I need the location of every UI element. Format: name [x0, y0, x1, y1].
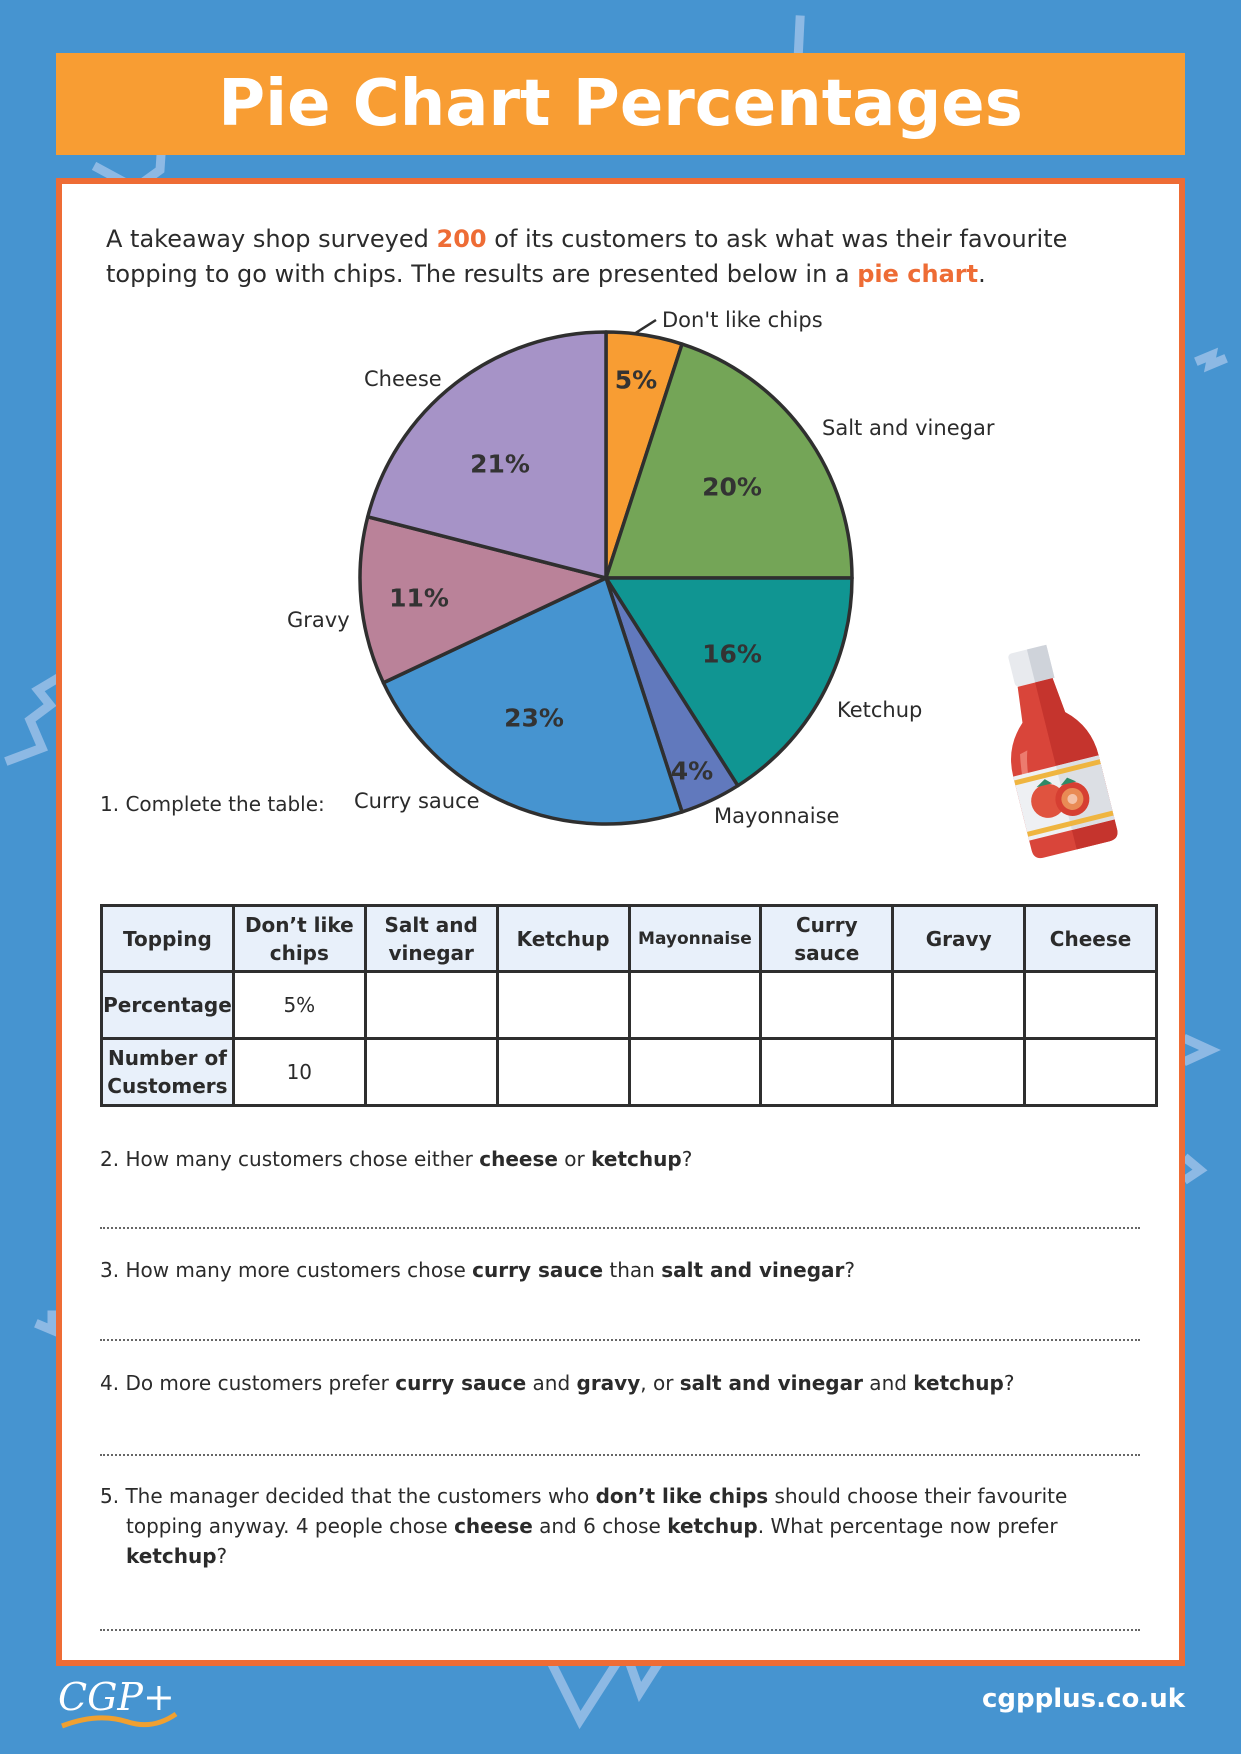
answer-line-5[interactable] — [100, 1629, 1140, 1631]
table-header-cell: Gravy — [893, 906, 1025, 972]
table-cell: 10 — [233, 1039, 365, 1106]
pie-value-ketchup: 16% — [702, 639, 762, 669]
logo-text: CGP+ — [58, 1675, 175, 1719]
q3-bold: salt and vinegar — [661, 1258, 845, 1282]
q5-bold: don’t like chips — [595, 1484, 769, 1508]
pie-value-mayonnaise: 4% — [670, 756, 714, 786]
q3-text: ? — [844, 1258, 856, 1282]
q4-text: 4. Do more customers prefer — [100, 1371, 396, 1395]
table-cell-blank[interactable] — [629, 1039, 761, 1106]
q3-bold: curry sauce — [472, 1258, 604, 1282]
question-1: 1. Complete the table: — [100, 792, 325, 816]
q5-text: 5. The manager decided that the customers who — [100, 1484, 596, 1508]
pie-label-ketchup: Ketchup — [837, 698, 923, 722]
q4-text: and — [526, 1371, 577, 1395]
leader-line — [634, 320, 656, 334]
pie-label-dont-like-chips: Don't like chips — [662, 308, 823, 332]
q4-bold: gravy — [576, 1371, 641, 1395]
q5-text: should choose their favourite — [768, 1484, 1068, 1508]
table-header-cell: Mayonnaise — [629, 906, 761, 972]
pie-value-dont-like-chips: 5% — [614, 365, 658, 395]
table-header-cell: Topping — [102, 906, 234, 972]
pie-value-cheese: 21% — [470, 449, 530, 479]
table-row — [102, 972, 1157, 1039]
q2-text: or — [557, 1147, 592, 1171]
intro-text: A takeaway shop surveyed — [106, 225, 437, 253]
answer-table — [100, 904, 1158, 1107]
title-banner — [56, 53, 1185, 155]
cgp-logo — [58, 1674, 188, 1734]
intro-text: of its customers to ask what was their favourite topping to go with chips. The results are presented below in a — [106, 225, 1068, 288]
table-cell-blank[interactable] — [365, 1039, 497, 1106]
q4-bold: ketchup — [913, 1371, 1004, 1395]
question-5 — [100, 1481, 1080, 1571]
q3-text: than — [603, 1258, 662, 1282]
answer-line-4[interactable] — [100, 1454, 1140, 1456]
q4-bold: curry sauce — [395, 1371, 527, 1395]
table-header-row — [102, 906, 1157, 972]
q4-bold: salt and vinegar — [679, 1371, 863, 1395]
q5-bold: cheese — [454, 1514, 533, 1538]
pie-value-salt-and-vinegar: 20% — [702, 472, 762, 502]
q2-bold: cheese — [479, 1147, 558, 1171]
q2-text: 2. How many customers chose either — [100, 1147, 480, 1171]
table-cell-blank[interactable] — [497, 972, 629, 1039]
table-header-cell: Don’t like chips — [233, 906, 365, 972]
q5-bold: ketchup — [667, 1514, 758, 1538]
table-row — [102, 1039, 1157, 1106]
pie-value-curry-sauce: 23% — [504, 703, 564, 733]
q3-text: 3. How many more customers chose — [100, 1258, 473, 1282]
q5-text: topping anyway. 4 people chose — [126, 1514, 455, 1538]
table-cell-blank[interactable] — [893, 1039, 1025, 1106]
pie-label-curry-sauce: Curry sauce — [354, 789, 480, 813]
intro-highlight-count: 200 — [436, 225, 487, 253]
q2-text: ? — [681, 1147, 693, 1171]
q4-text: ? — [1003, 1371, 1015, 1395]
pie-label-salt-and-vinegar: Salt and vinegar — [822, 416, 995, 440]
table-cell-blank[interactable] — [1025, 972, 1157, 1039]
page-title: Pie Chart Percentages — [218, 67, 1023, 141]
intro-text: . — [978, 260, 986, 288]
q4-text: and — [862, 1371, 914, 1395]
pie-value-gravy: 11% — [389, 583, 449, 613]
pie-label-gravy: Gravy — [287, 608, 350, 632]
table-cell-blank[interactable] — [629, 972, 761, 1039]
question-2 — [100, 1144, 692, 1174]
pie-label-mayonnaise: Mayonnaise — [714, 804, 840, 828]
table-cell-blank[interactable] — [761, 972, 893, 1039]
table-cell-blank[interactable] — [893, 972, 1025, 1039]
table-cell-blank[interactable] — [761, 1039, 893, 1106]
table-header-cell: Ketchup — [497, 906, 629, 972]
worksheet-panel — [56, 178, 1185, 1666]
q4-text: , or — [640, 1371, 680, 1395]
answer-line-3[interactable] — [100, 1339, 1140, 1341]
q5-text: and 6 chose — [532, 1514, 668, 1538]
table-header-cell: Cheese — [1025, 906, 1157, 972]
table-header-cell: Curry sauce — [761, 906, 893, 972]
answer-line-2[interactable] — [100, 1227, 1140, 1229]
q5-text: ? — [216, 1544, 228, 1568]
row-header-number-of-customers: Number of Customers — [102, 1039, 234, 1106]
table-cell-blank[interactable] — [1025, 1039, 1157, 1106]
table-cell-blank[interactable] — [497, 1039, 629, 1106]
table-header-cell: Salt and vinegar — [365, 906, 497, 972]
intro-highlight-chart: pie chart — [857, 260, 979, 288]
ketchup-bottle-icon — [992, 634, 1132, 864]
table-cell: 5% — [233, 972, 365, 1039]
footer-website[interactable]: cgpplus.co.uk — [982, 1684, 1185, 1714]
pie-label-cheese: Cheese — [364, 367, 442, 391]
q5-bold: ketchup — [126, 1544, 217, 1568]
question-4 — [100, 1368, 1014, 1398]
question-3 — [100, 1255, 855, 1285]
q2-bold: ketchup — [591, 1147, 682, 1171]
row-header-percentage: Percentage — [102, 972, 234, 1039]
q5-text: . What percentage now prefer — [757, 1514, 1058, 1538]
table-cell-blank[interactable] — [365, 972, 497, 1039]
